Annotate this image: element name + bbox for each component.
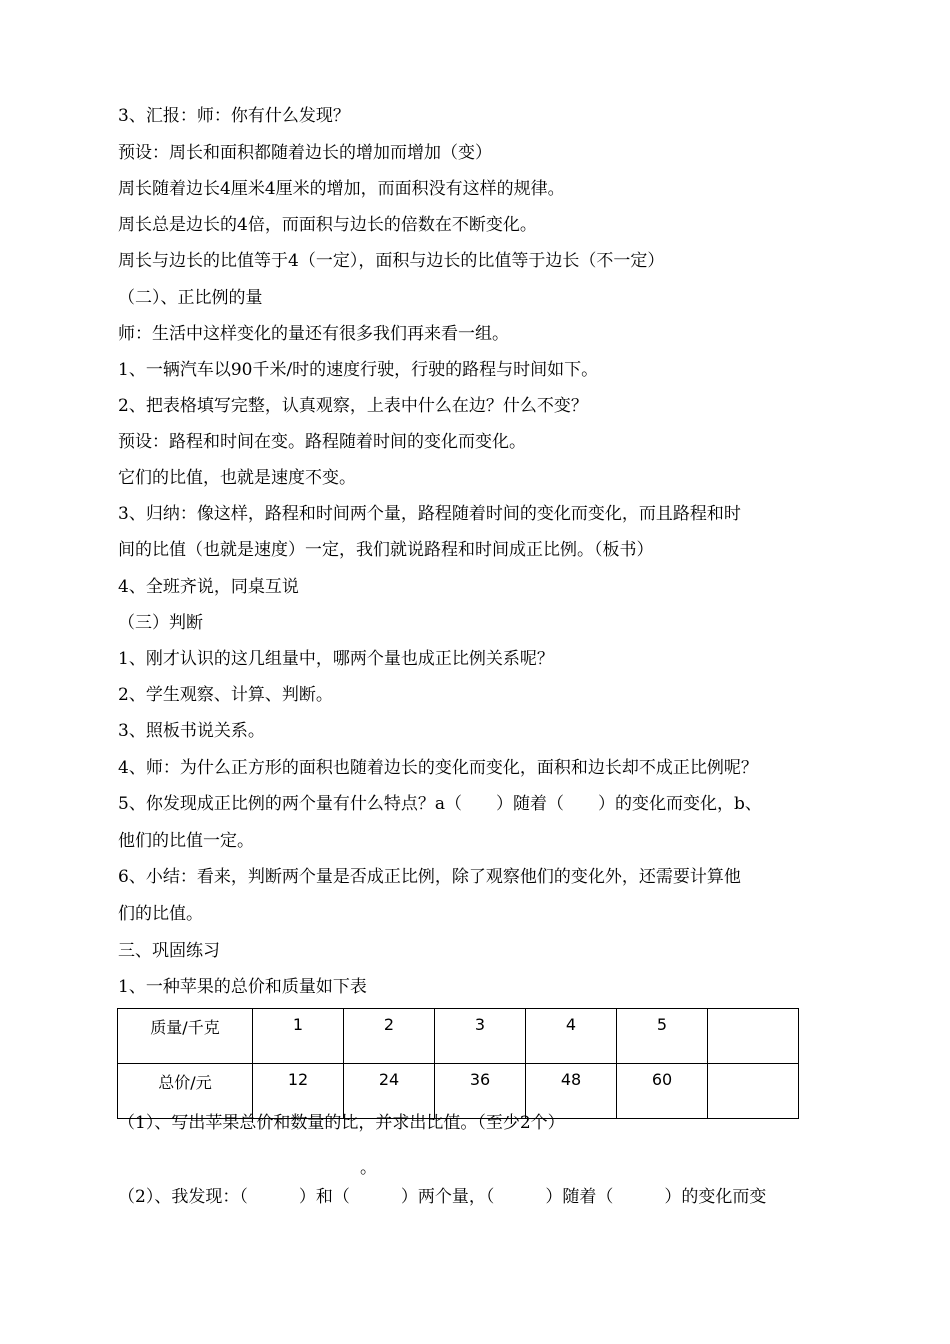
text-line: 三、巩固练习 xyxy=(118,941,220,961)
text-line: （二）、正比例的量 xyxy=(118,288,263,308)
text-line: 3、汇报：师：你有什么发现？ xyxy=(118,106,350,126)
text-line: 它们的比值，也就是速度不变。 xyxy=(118,468,356,488)
table-cell: 1 xyxy=(253,1009,344,1064)
text-line: 5、你发现成正比例的两个量有什么特点？a（ ）随着（ ）的变化而变化，b、 xyxy=(118,794,762,814)
table-cell xyxy=(708,1009,799,1064)
text-line: 预设：路程和时间在变。路程随着时间的变化而变化。 xyxy=(118,432,526,452)
answer-dot: 。 xyxy=(360,1158,377,1178)
question-1: （1）、写出苹果总价和数量的比，并求出比值。（至少2个） xyxy=(118,1113,565,1133)
text-line: （三）判断 xyxy=(118,613,203,633)
text-line: 预设：周长和面积都随着边长的增加而增加（变） xyxy=(118,143,492,163)
text-line: 2、把表格填写完整，认真观察，上表中什么在边？什么不变？ xyxy=(118,396,588,416)
text-line: 3、归纳：像这样，路程和时间两个量，路程随着时间的变化而变化，而且路程和时 xyxy=(118,504,741,524)
text-line: 周长与边长的比值等于4（一定），面积与边长的比值等于边长（不一定） xyxy=(118,251,665,271)
text-line: 1、一种苹果的总价和质量如下表 xyxy=(118,977,367,997)
text-line: 6、小结：看来，判断两个量是否成正比例，除了观察他们的变化外，还需要计算他 xyxy=(118,867,741,887)
text-line: 1、一辆汽车以90千米/时的速度行驶，行驶的路程与时间如下。 xyxy=(118,360,599,380)
text-line: 周长随着边长4厘米4厘米的增加，而面积没有这样的规律。 xyxy=(118,179,565,199)
text-line: 周长总是边长的4倍，而面积与边长的倍数在不断变化。 xyxy=(118,215,537,235)
table-cell: 36 xyxy=(435,1064,526,1119)
question-2: （2）、我发现：（ ）和（ ）两个量，（ ）随着（ ）的变化而变 xyxy=(118,1187,767,1207)
table-row-header: 质量/千克 xyxy=(118,1009,253,1064)
text-line: 1、刚才认识的这几组量中，哪两个量也成正比例关系呢？ xyxy=(118,649,554,669)
table-cell: 3 xyxy=(435,1009,526,1064)
text-line: 师：生活中这样变化的量还有很多我们再来看一组。 xyxy=(118,324,509,344)
text-line: 3、照板书说关系。 xyxy=(118,721,265,741)
table-cell: 2 xyxy=(344,1009,435,1064)
text-line: 间的比值（也就是速度）一定，我们就说路程和时间成正比例。（板书） xyxy=(118,540,654,560)
table-cell: 12 xyxy=(253,1064,344,1119)
table-row xyxy=(118,1009,799,1064)
text-line: 4、全班齐说，同桌互说 xyxy=(118,577,299,597)
table-cell xyxy=(708,1064,799,1119)
table-row-header: 总价/元 xyxy=(118,1064,253,1119)
text-line: 4、师：为什么正方形的面积也随着边长的变化而变化，面积和边长却不成正比例呢？ xyxy=(118,758,758,778)
table-cell: 60 xyxy=(617,1064,708,1119)
text-line: 他们的比值一定。 xyxy=(118,831,254,851)
table-cell: 5 xyxy=(617,1009,708,1064)
table-cell: 4 xyxy=(526,1009,617,1064)
table-row xyxy=(118,1064,799,1119)
text-line: 2、学生观察、计算、判断。 xyxy=(118,685,333,705)
apple-price-table xyxy=(117,1008,799,1119)
table-cell: 24 xyxy=(344,1064,435,1119)
text-line: 们的比值。 xyxy=(118,904,203,924)
table-cell: 48 xyxy=(526,1064,617,1119)
